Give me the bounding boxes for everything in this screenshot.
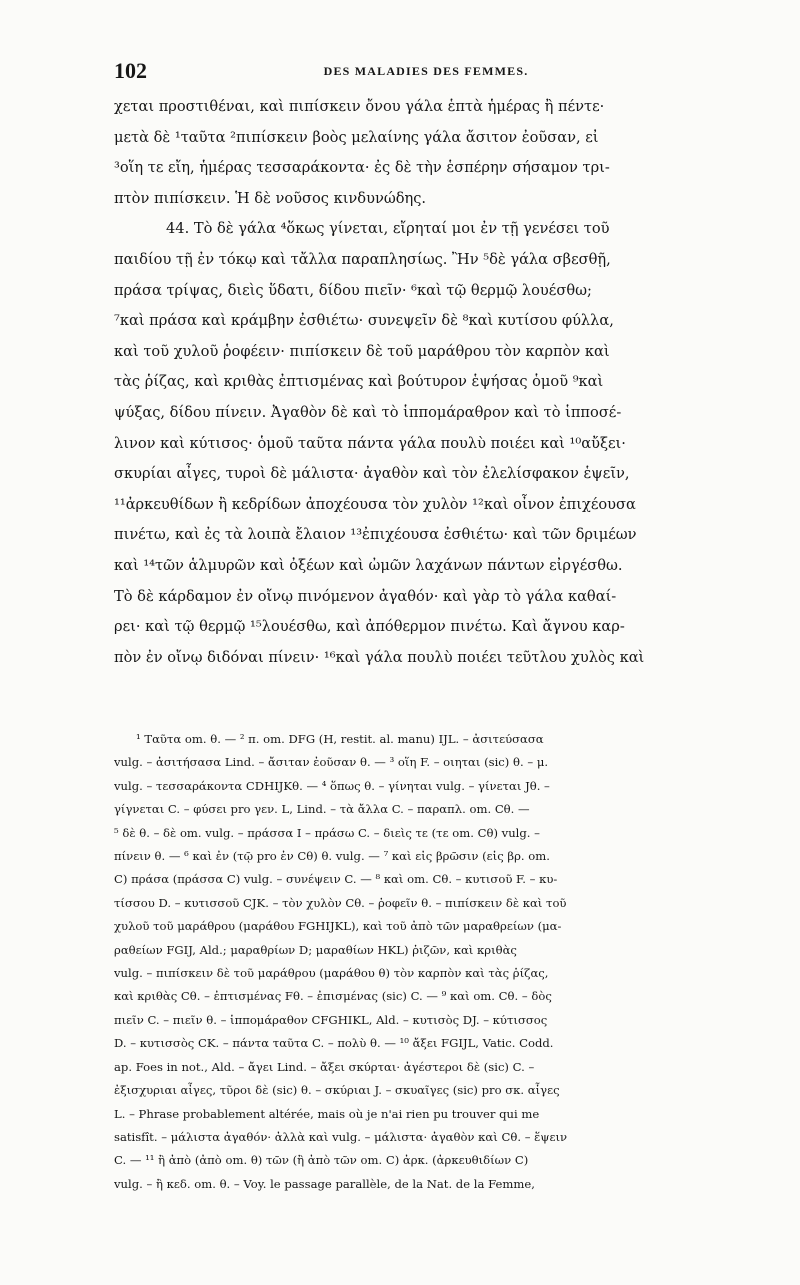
text-line: ³οἵη τε εἴη, ἡμέρας τεσσαράκοντα· ἐς δὲ τὴν ἑσπέρην σήσαμον τρι- (114, 159, 610, 177)
text-line: πράσα τρίψας, διεὶς ὕδατι, δίδου πιεῖν· ⁶καὶ τῷ θερμῷ λουέσθω; (114, 281, 592, 299)
footnote-line: L. – Phrase probablement altérée, mais où je n'ai rien pu trouver qui me (114, 1106, 540, 1121)
text-line: ⁷καὶ πράσα καὶ κράμβην ἐσθιέτω· συνεψεῖν δὲ ⁸καὶ κυτίσου φύλλα, (114, 312, 614, 330)
footnote-line: πιεῖν C. – πιεῖν θ. – ἱππομάραθον CFGHIKL, Ald. – κυτισὸς DJ. – κύτισσος (114, 1012, 548, 1027)
text-line: πὸν ἐν οἴνῳ διδόναι πίνειν· ¹⁶καὶ γάλα πουλὺ ποιέει τεῦτλου χυλὸς καὶ (114, 648, 645, 666)
footnote-line: τίσσου D. – κυτισσοῦ CJK. – τὸν χυλὸν Cθ. – ῥοφεῖν θ. – πιπίσκειν δὲ καὶ τοῦ (114, 895, 567, 910)
text-line: παιδίου τῇ ἐν τόκῳ καὶ τἄλλα παραπλησίως. Ἢν ⁵δὲ γάλα σβεσθῇ, (114, 250, 611, 268)
text-line: Τὸ δὲ κάρδαμον ἐν οἴνῳ πινόμενον ἀγαθόν· καὶ γὰρ τὸ γάλα καθαί- (114, 587, 617, 605)
footnote-line: vulg. – ἀσιτήσασα Lind. – ἄσιταν ἐοῦσαν θ. — ³ οἵη F. – οιηται (sic) θ. – μ. (114, 755, 549, 770)
text-line: καὶ ¹⁴τῶν ἁλμυρῶν καὶ ὀξέων καὶ ὠμῶν λαχάνων πάντων εἰργέσθω. (114, 556, 623, 574)
footnotes (114, 728, 742, 1196)
footnote-line: vulg. – πιπίσκειν δὲ τοῦ μαράθρου (μαράθου θ) τὸν καρπὸν καὶ τὰς ῥίζας, (114, 966, 549, 981)
footnote-line: ap. Foes in not., Ald. – ἄγει Lind. – ἄξει σκύρται· ἀγέστεροι δὲ (sic) C. – (114, 1059, 535, 1074)
text-line: τὰς ῥίζας, καὶ κριθὰς ἐπτισμένας καὶ βούτυρον ἑψήσας ὁμοῦ ⁹καὶ (114, 373, 604, 391)
text-line: μετὰ δὲ ¹ταῦτα ²πιπίσκειν βοὸς μελαίνης γάλα ἄσιτον ἐοῦσαν, εἰ (114, 128, 599, 146)
footnote-line: πίνειν θ. — ⁶ καὶ ἐν (τῷ pro ἐν Cθ) θ. vulg. — ⁷ καὶ εἰς βρῶσιν (εἰς βρ. om. (114, 849, 550, 864)
footnote-line: D. – κυτισσὸς CK. – πάντα ταῦτα C. – πολὺ θ. — ¹⁰ ἄξει FGIJL, Vatic. Codd. (114, 1036, 554, 1051)
section-44-start: 44. Τὸ δὲ γάλα ⁴ὅκως γίνεται, εἴρηταί μοι ἐν τῇ γενέσει τοῦ (166, 220, 610, 238)
footnote-line: C) πράσα (πράσσα C) vulg. – συνέψειν C. — ⁸ καὶ om. Cθ. – κυτισοῦ F. – κυ- (114, 872, 558, 887)
footnote-line: C. — ¹¹ ἢ ἀπὸ (ἀπὸ om. θ) τῶν (ἢ ἀπὸ τῶν om. C) ἀρκ. (ἀρκευθιδίων C) (114, 1153, 529, 1168)
text-line: ρει· καὶ τῷ θερμῷ ¹⁵λουέσθω, καὶ ἀπόθερμον πινέτω. Καὶ ἄγνου καρ- (114, 618, 625, 636)
footnote-line: vulg. – τεσσαράκοντα CDHIJKθ. — ⁴ ὅπως θ. – γίνηται vulg. – γίνεται Jθ. – (114, 778, 550, 793)
footnote-line: vulg. – ἢ κεδ. om. θ. – Voy. le passage parallèle, de la Nat. de la Femme, (114, 1176, 535, 1191)
footnote-line: ⁵ δὲ θ. – δὲ om. vulg. – πράσσα I – πράσω C. – διεὶς τε (τε om. Cθ) vulg. – (114, 825, 540, 840)
footnote-line: ραθείων FGIJ, Ald.; μαραθρίων D; μαραθίων HKL) ῥιζῶν, καὶ κριθὰς (114, 942, 517, 957)
text-line: καὶ τοῦ χυλοῦ ῥοφέειν· πιπίσκειν δὲ τοῦ μαράθρου τὸν καρπὸν καὶ (114, 342, 610, 360)
text-line: ¹¹ἀρκευθίδων ἢ κεδρίδων ἀποχέουσα τὸν χυλὸν ¹²καὶ οἶνον ἐπιχέουσα (114, 495, 636, 513)
page-header (114, 58, 738, 84)
text-line: σκυρίαι αἶγες, τυροὶ δὲ μάλιστα· ἀγαθὸν καὶ τὸν ἐλελίσφακον ἑψεῖν, (114, 465, 630, 483)
footnote-line: χυλοῦ τοῦ μαράθρου (μαράθου FGHIJKL), καὶ τοῦ ἀπὸ τῶν μαραθρείων (μα- (114, 919, 562, 934)
main-text (114, 92, 740, 673)
footnote-line: καὶ κριθὰς Cθ. – ἐπτισμένας Fθ. – ἐπισμένας (sic) C. — ⁹ καὶ om. Cθ. – δὸς (114, 989, 552, 1004)
footnote-line: γίγνεται C. – φύσει pro γεν. L, Lind. – τὰ ἄλλα C. – παραπλ. om. Cθ. — (114, 802, 530, 817)
page-number: 102 (114, 58, 147, 83)
footnote-line: ἐξισχυριαι αἶγες, τῦροι δὲ (sic) θ. – σκύριαι J. – σκυαῖγες (sic) pro σκ. αἶγες (114, 1083, 560, 1098)
footnote-line: ¹ Ταῦτα om. θ. — ² π. om. DFG (H, restit. al. manu) IJL. – ἀσιτεύσασα (136, 732, 544, 746)
text-line: χεται προστιθέναι, καὶ πιπίσκειν ὄνου γάλα ἑπτὰ ἡμέρας ἢ πέντε· (114, 98, 605, 115)
text-line: λινον καὶ κύτισος· ὁμοῦ ταῦτα πάντα γάλα πουλὺ ποιέει καὶ ¹⁰αὔξει· (114, 434, 626, 452)
text-line: ψύξας, δίδου πίνειν. Ἀγαθὸν δὲ καὶ τὸ ἱππομάραθρον καὶ τὸ ἱπποσέ- (114, 403, 622, 421)
text-line: πινέτω, καὶ ἐς τὰ λοιπὰ ἔλαιον ¹³ἐπιχέουσα ἐσθιέτω· καὶ τῶν δριμέων (114, 526, 637, 544)
footnote-line: satisfît. – μάλιστα ἀγαθόν· ἀλλὰ καὶ vulg. – μάλιστα· ἀγαθὸν καὶ Cθ. – ἕψειν (114, 1129, 568, 1144)
text-line: πτὸν πιπίσκειν. Ἡ δὲ νοῦσος κινδυνώδης. (114, 189, 427, 207)
running-title: DES MALADIES DES FEMMES. (323, 64, 529, 78)
